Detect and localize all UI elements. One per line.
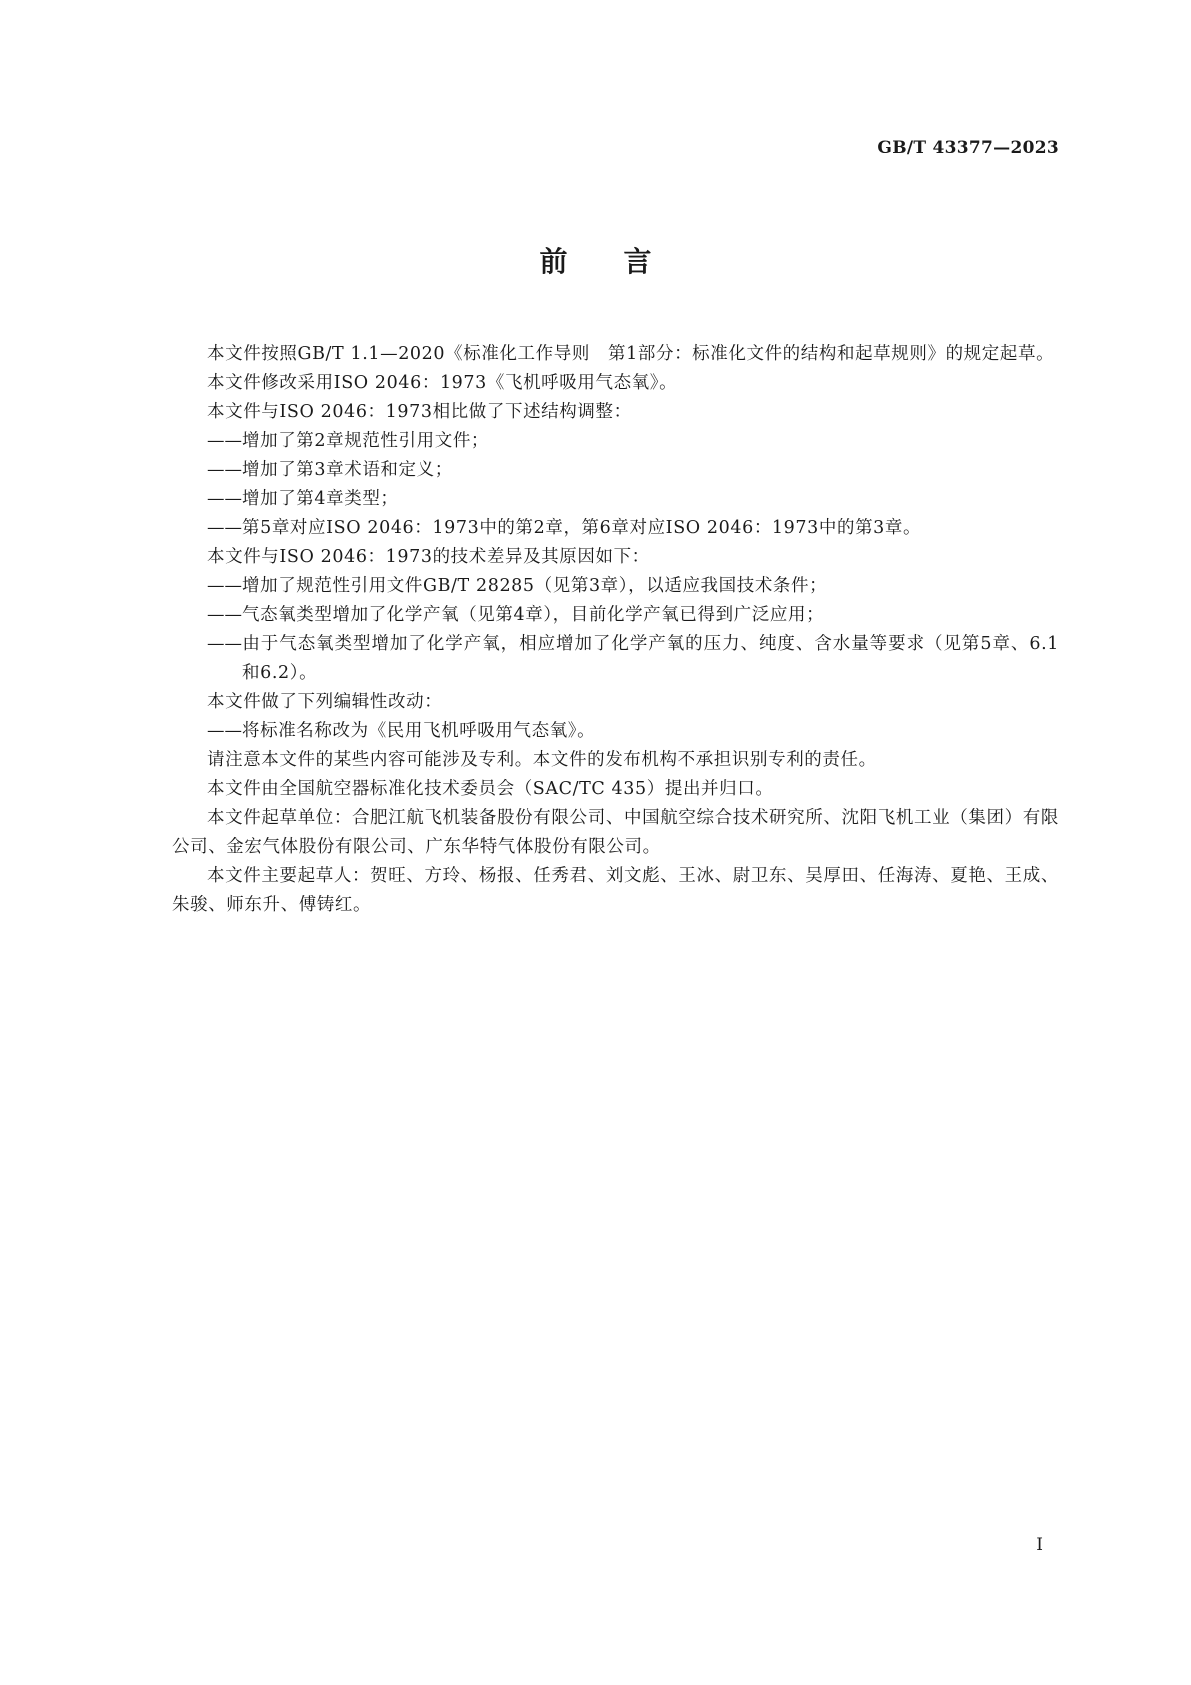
- list-item-text: 增加了第2章规范性引用文件；: [242, 431, 490, 451]
- list-item: [172, 456, 1059, 485]
- page-number: I: [1036, 1535, 1043, 1555]
- document-body: [172, 340, 1059, 920]
- list-item: [172, 717, 1059, 746]
- paragraph: 本文件由全国航空器标准化技术委员会（SAC/TC 435）提出并归口。: [207, 779, 774, 799]
- paragraph: 本文件做了下列编辑性改动：: [207, 692, 443, 712]
- dash-mark: ——: [207, 721, 242, 741]
- list-item-text: 将标准名称改为《民用飞机呼吸用气态氧》。: [242, 721, 596, 741]
- dash-mark: ——: [207, 431, 242, 451]
- dash-mark: ——: [207, 605, 242, 625]
- list-item: [172, 514, 1059, 543]
- page-title: 前言: [539, 245, 708, 278]
- paragraph: 本文件按照GB/T 1.1—2020《标准化工作导则 第1部分：标准化文件的结构和起草规则》的规定起草。: [207, 344, 1055, 364]
- list-item-text: 增加了第3章术语和定义；: [242, 460, 453, 480]
- list-item-text: 增加了规范性引用文件GB/T 28285（见第3章），以适应我国技术条件；: [242, 576, 828, 596]
- list-item: [172, 572, 1059, 601]
- paragraph: 本文件与ISO 2046：1973相比做了下述结构调整：: [207, 402, 632, 422]
- list-item: [172, 485, 1059, 514]
- paragraph: 本文件修改采用ISO 2046：1973《飞机呼吸用气态氧》。: [207, 373, 678, 393]
- list-item: [172, 601, 1059, 630]
- list-item: [172, 427, 1059, 456]
- dash-mark: ——: [207, 460, 242, 480]
- list-item-text: 第5章对应ISO 2046：1973中的第2章，第6章对应ISO 2046：1973中的第3章。: [242, 518, 922, 538]
- dash-mark: ——: [207, 518, 242, 538]
- paragraph: 本文件与ISO 2046：1973的技术差异及其原因如下：: [207, 547, 650, 567]
- list-item-text: 气态氧类型增加了化学产氧（见第4章），目前化学产氧已得到广泛应用；: [242, 605, 825, 625]
- paragraph: 请注意本文件的某些内容可能涉及专利。本文件的发布机构不承担识别专利的责任。: [207, 750, 877, 770]
- standard-code: GB/T 43377—2023: [877, 138, 1059, 158]
- list-item: [172, 630, 1059, 688]
- paragraph: 本文件起草单位：合肥江航飞机装备股份有限公司、中国航空综合技术研究所、沈阳飞机工业（集团）有限公司、金宏气体股份有限公司、广东华特气体股份有限公司。: [172, 808, 1059, 857]
- list-item-text: 增加了第4章类型；: [242, 489, 399, 509]
- dash-mark: ——: [207, 576, 242, 596]
- paragraph: 本文件主要起草人：贺旺、方玲、杨报、任秀君、刘文彪、王冰、尉卫东、吴厚田、任海涛、夏艳、王成、朱骏、师东升、傅铸红。: [172, 866, 1059, 915]
- dash-mark: ——: [207, 634, 242, 654]
- dash-mark: ——: [207, 489, 242, 509]
- list-item-text: 由于气态氧类型增加了化学产氧，相应增加了化学产氧的压力、纯度、含水量等要求（见第5章、6.1和6.2）。: [242, 634, 1059, 683]
